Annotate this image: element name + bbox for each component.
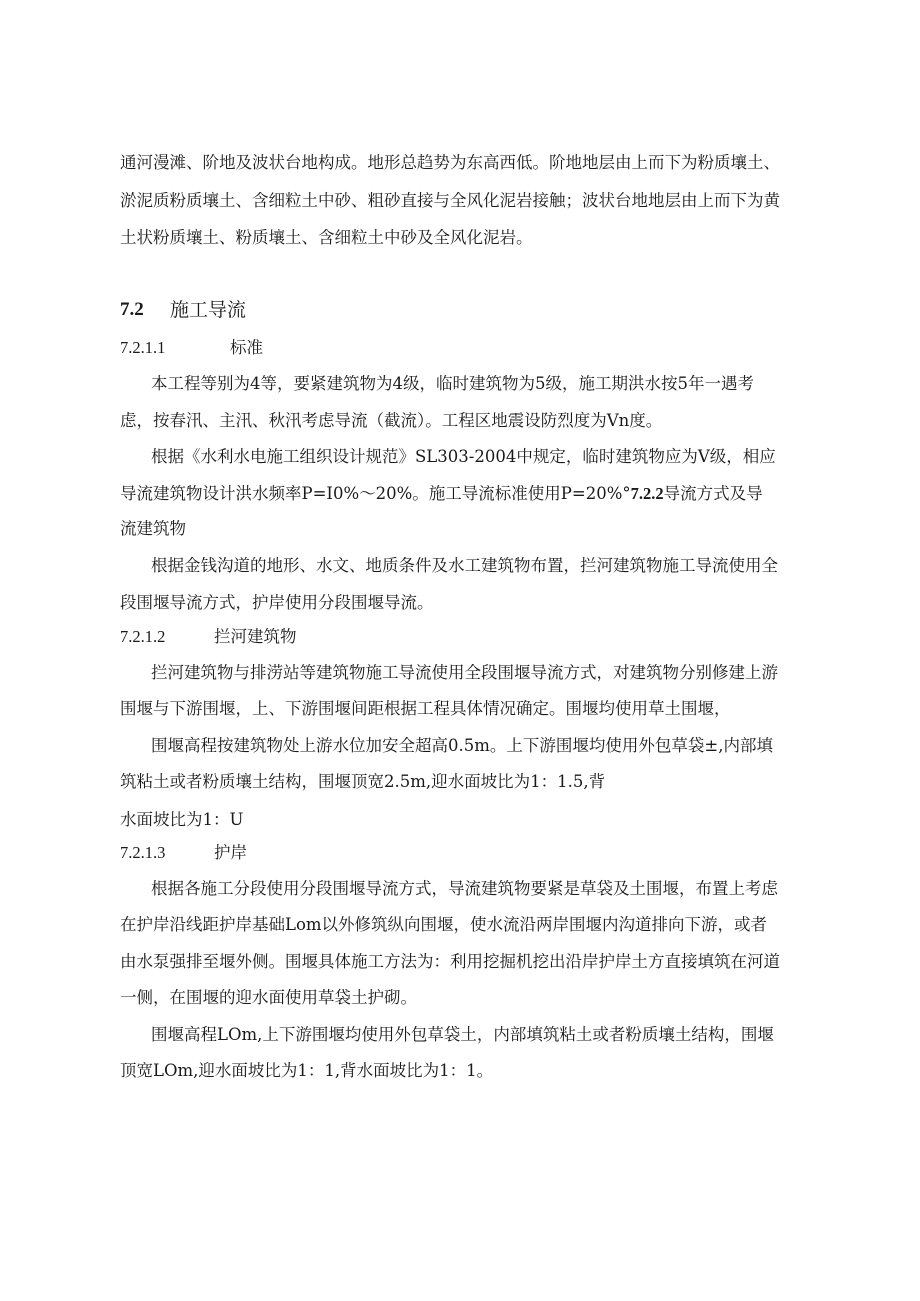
intro-line: 淤泥质粉质壤土、含细粒土中砂、粗砂直接与全风化泥岩接触；波状台地地层由上而下为黄 xyxy=(120,191,780,210)
paragraph-line: 拦河建筑物与排涝站等建筑物施工导流使用全段围堰导流方式，对建筑物分别修建上游 xyxy=(151,663,778,682)
subsection-number: 7.2.1.1 xyxy=(120,338,166,357)
subsection-number: 7.2.1.2 xyxy=(120,627,166,646)
subsection-title: 护岸 xyxy=(214,843,247,862)
intro-line: 土状粉质壤土、粉质壤土、含细粒土中砂及全风化泥岩。 xyxy=(120,228,533,247)
paragraph-line: 筑粘土或者粉质壤土结构，围堰顶宽2.5m,迎水面坡比为1：1.5,背 xyxy=(120,772,606,791)
paragraph-line: 虑，按春汛、主汛、秋汛考虑导流（截流）。工程区地震设防烈度为Vn度。 xyxy=(120,411,663,430)
paragraph-text: 导流建筑物设计洪水频率P=I0%～20%。施工导流标准使用P=20%° xyxy=(120,484,631,503)
paragraph-line xyxy=(120,483,763,505)
paragraph-line: 根据《水利水电施工组织设计规范》SL303-2004中规定，临时建筑物应为V级，相应 xyxy=(151,447,776,466)
intro-line: 通河漫滩、阶地及波状台地构成。地形总趋势为东高西低。阶地地层由上而下为粉质壤土、 xyxy=(120,153,780,172)
paragraph-line: 围堰与下游围堰，上、下游围堰间距根据工程具体情况确定。围堰均使用草土围堰， xyxy=(120,699,731,718)
paragraph-line: 由水泵强排至堰外侧。围堰具体施工方法为：利用挖掘机挖出沿岸护岸土方直接填筑在河道 xyxy=(120,952,780,971)
paragraph-line: 水面坡比为1：U xyxy=(120,810,244,829)
paragraph-line: 围堰高程按建筑物处上游水位加安全超高0.5m。上下游围堰均使用外包草袋±,内部填 xyxy=(151,736,773,755)
inline-heading-number: 7.2.2 xyxy=(630,484,664,503)
paragraph-line: 根据金钱沟道的地形、水文、地质条件及水工建筑物布置，拦河建筑物施工导流使用全 xyxy=(151,556,778,575)
subsection-title: 标准 xyxy=(230,338,263,357)
section-number: 7.2 xyxy=(120,299,144,320)
section-title: 施工导流 xyxy=(170,299,247,321)
paragraph-line: 根据各施工分段使用分段围堰导流方式，导流建筑物要紧是草袋及土围堰，布置上考虑 xyxy=(151,879,778,898)
paragraph-line: 围堰高程LOm,上下游围堰均使用外包草袋土，内部填筑粘土或者粉质壤土结构，围堰 xyxy=(151,1025,774,1044)
subsection-title: 拦河建筑物 xyxy=(214,627,297,646)
paragraph-line: 在护岸沿线距护岸基础Lom以外修筑纵向围堰，使水流沿两岸围堰内沟道排向下游，或者 xyxy=(120,915,768,934)
paragraph-line: 顶宽LOm,迎水面坡比为1：1,背水面坡比为1：1。 xyxy=(120,1061,494,1080)
paragraph-line: 流建筑物 xyxy=(120,519,186,538)
subsection-number: 7.2.1.3 xyxy=(120,843,166,862)
paragraph-line: 本工程等别为4等，要紧建筑物为4级，临时建筑物为5级，施工期洪水按5年一遇考 xyxy=(151,374,754,393)
paragraph-line: 一侧，在围堰的迎水面使用草袋土护砌。 xyxy=(120,988,417,1007)
inline-heading-text: 导流方式及导 xyxy=(663,484,763,503)
paragraph-line: 段围堰导流方式，护岸使用分段围堰导流。 xyxy=(120,593,434,612)
